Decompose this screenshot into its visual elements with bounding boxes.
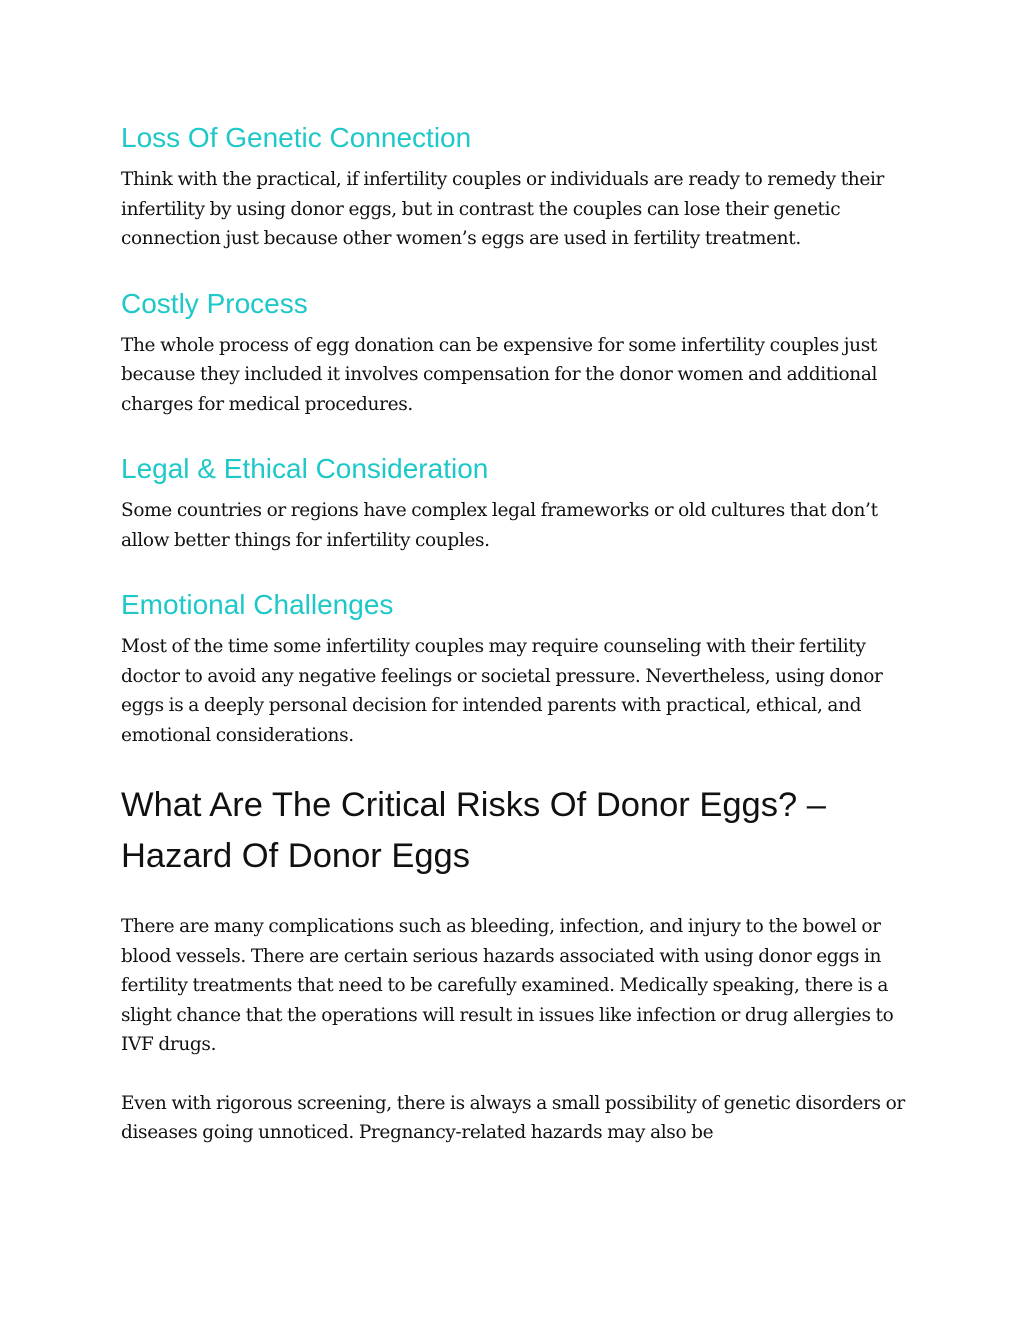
paragraph	[121, 1089, 911, 1148]
document-page	[121, 118, 911, 1177]
section-body: Some countries or regions have complex legal frameworks or old cultures that don’t allow better things for infertility couples.	[121, 500, 878, 551]
paragraph-text: There are many complications such as bleeding, infection, and injury to the bowel or blood vessels. There are certain serious hazards associated with using donor eggs in fertility treatments that need to be carefully examined. Medically speaking, there is a slight chance that the operations will result in issues like infection or drug allergies to IVF drugs.	[121, 916, 894, 1055]
section-costly-process	[121, 284, 911, 420]
section-heading: Emotional Challenges	[121, 589, 394, 620]
section-emotional-challenges	[121, 585, 911, 750]
paragraph-text: Even with rigorous screening, there is always a small possibility of genetic disorders or diseases going unnoticed. Pregnancy-related hazards may also be	[121, 1092, 905, 1143]
section-body: Most of the time some infertility couples may require counseling with their fertility doctor to avoid any negative feelings or societal pressure. Nevertheless, using donor eggs is a deeply personal decision for intended parents with practical, ethical, and emotional considerations.	[121, 636, 883, 746]
section-heading: Costly Process	[121, 287, 308, 319]
main-heading: What Are The Critical Risks Of Donor Eggs? – Hazard Of Donor Eggs	[121, 786, 826, 875]
section-heading: Legal & Ethical Consideration	[121, 453, 489, 484]
section-loss-of-genetic-connection	[121, 118, 911, 254]
paragraph	[121, 912, 911, 1060]
section-heading: Loss Of Genetic Connection	[121, 122, 472, 153]
section-body: Think with the practical, if infertility couples or individuals are ready to remedy their infertility by using donor eggs, but in contrast the couples can lose their genetic connection just because other women’s eggs are used in fertility treatment.	[121, 169, 885, 249]
section-body: The whole process of egg donation can be expensive for some infertility couples just because they included it involves compensation for the donor women and additional charges for medical procedures.	[121, 334, 878, 415]
section-legal-ethical-consideration	[121, 449, 911, 555]
